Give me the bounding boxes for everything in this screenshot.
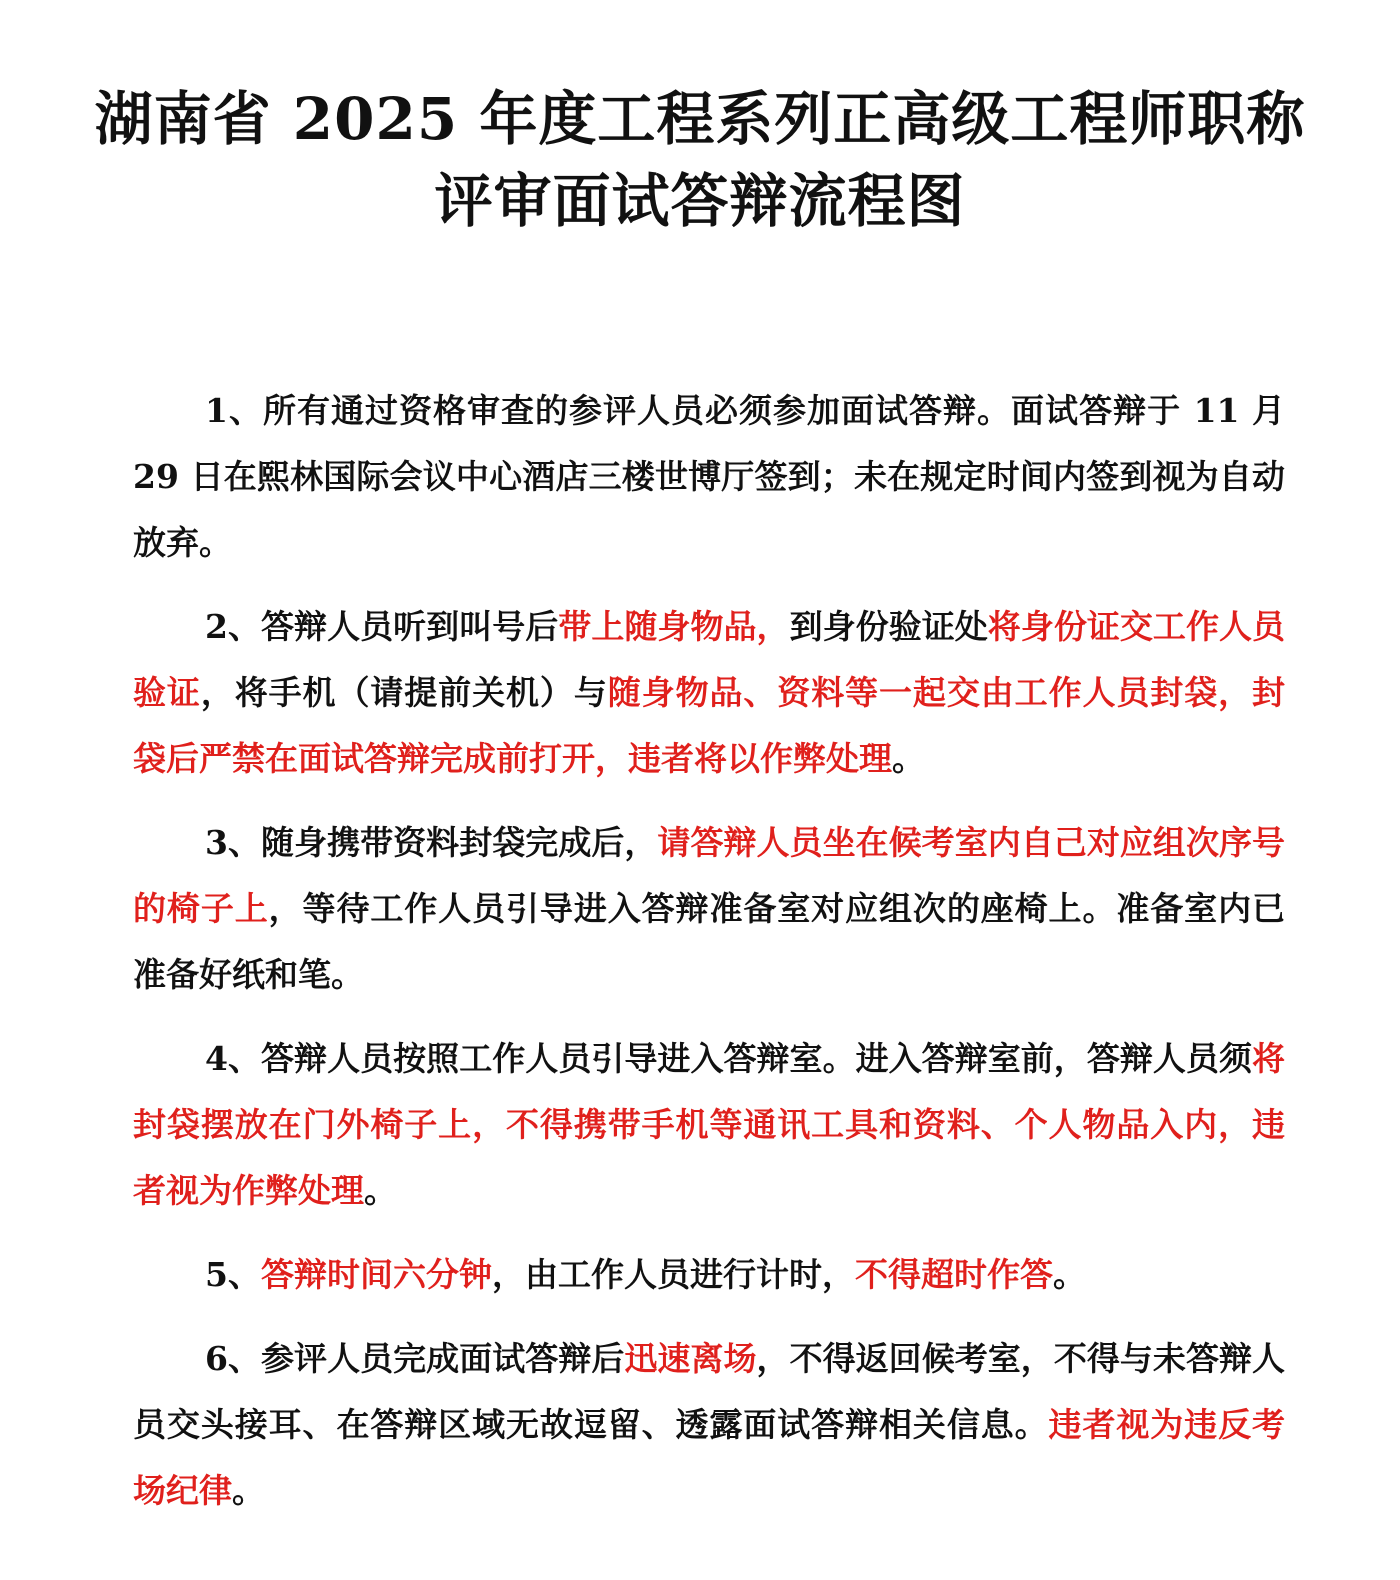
paragraph-6-highlight-1: 迅速离场 — [624, 1339, 757, 1378]
paragraph-3 — [133, 810, 1285, 1008]
paragraph-2-segment-5: ，将手机（请提前关机）与 — [200, 673, 608, 712]
paragraph-6-segment-5: 。 — [232, 1471, 265, 1510]
paragraph-5-segment-5: 。 — [1052, 1255, 1086, 1294]
paragraph-4-segment-3: 。 — [364, 1171, 397, 1210]
document-title — [60, 78, 1340, 242]
paragraph-3-segment-3: ，等待工作人员引导进入答辩准备室对应组次的座椅上。准备室内已准备好纸和笔。 — [133, 889, 1286, 994]
paragraph-2 — [133, 594, 1285, 792]
paragraph-6-highlight-2: 违者视为违反考场纪律 — [133, 1405, 1286, 1510]
title-line-2: 评审面试答辩流程图 — [434, 167, 966, 235]
paragraph-5-highlight-1: 答辩时间六分钟 — [260, 1255, 492, 1294]
paragraph-5-segment-3: ，由工作人员进行计时， — [491, 1255, 855, 1294]
paragraph-3-highlight-1: 请答辩人员坐在候考室内自己对应组次序号的椅子上 — [133, 823, 1286, 928]
paragraph-5-highlight-2: 不得超时作答 — [854, 1255, 1053, 1294]
paragraph-4-segment-1: 4、答辩人员按照工作人员引导进入答辩室。进入答辩室前，答辩人员须 — [205, 1039, 1252, 1078]
paragraph-3-segment-1: 3、随身携带资料封袋完成后， — [205, 823, 658, 862]
paragraph-5-segment-1: 5、 — [205, 1255, 261, 1294]
paragraph-1 — [133, 378, 1285, 576]
paragraph-4 — [133, 1026, 1285, 1224]
title-line-1: 湖南省 2025 年度工程系列正高级工程师职称 — [94, 85, 1306, 153]
paragraph-6 — [133, 1326, 1285, 1524]
paragraph-2-highlight-1: 带上随身物品， — [558, 607, 790, 646]
paragraph-2-highlight-2: 将身份证交工作人员验证 — [133, 607, 1286, 712]
paragraph-5 — [133, 1242, 1285, 1308]
paragraph-2-segment-1: 2、答辩人员听到叫号后 — [205, 607, 559, 646]
paragraph-6-segment-3: ，不得返回候考室，不得与未答辩人员交头接耳、在答辩区域无故逗留、透露面试答辩相关信息。 — [133, 1339, 1286, 1444]
paragraph-6-segment-1: 6、参评人员完成面试答辩后 — [205, 1339, 625, 1378]
paragraph-4-highlight-1: 将封袋摆放在门外椅子上，不得携带手机等通讯工具和资料、个人物品入内，违者视为作弊处理 — [133, 1039, 1285, 1210]
paragraph-2-highlight-3: 随身物品、资料等一起交由工作人员封袋，封袋后严禁在面试答辩完成前打开，违者将以作弊处理 — [133, 673, 1286, 778]
document-body — [133, 378, 1285, 1542]
paragraph-2-segment-3: 到身份验证处 — [789, 607, 988, 646]
paragraph-2-segment-7: 。 — [892, 739, 925, 778]
paragraph-1-segment-1: 1、所有通过资格审查的参评人员必须参加面试答辩。面试答辩于 11 月 29 日在熙林国际会议中心酒店三楼世博厅签到；未在规定时间内签到视为自动放弃。 — [133, 391, 1285, 562]
